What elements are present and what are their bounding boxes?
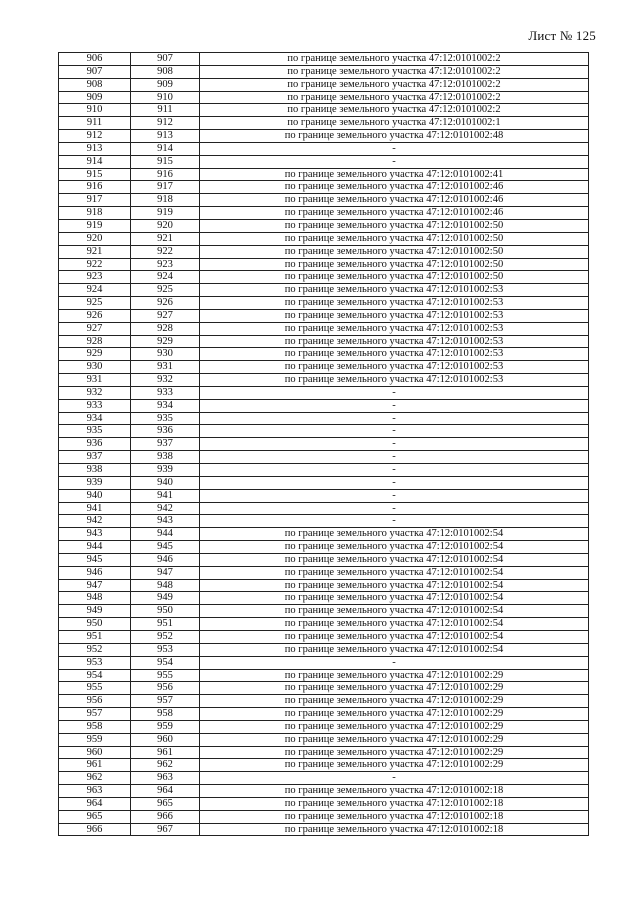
point-to-cell: 918: [131, 194, 200, 207]
table-row: [59, 733, 589, 746]
table-row: [59, 130, 589, 143]
boundary-description-cell: -: [200, 476, 589, 489]
table-row: [59, 258, 589, 271]
point-to-cell: 958: [131, 708, 200, 721]
table-row: [59, 528, 589, 541]
table-row: [59, 335, 589, 348]
point-to-cell: 925: [131, 284, 200, 297]
point-from-cell: 919: [59, 219, 131, 232]
point-from-cell: 911: [59, 117, 131, 130]
boundary-description-cell: -: [200, 772, 589, 785]
point-from-cell: 945: [59, 553, 131, 566]
point-to-cell: 909: [131, 78, 200, 91]
point-from-cell: 941: [59, 502, 131, 515]
table-row: [59, 592, 589, 605]
boundary-description-cell: по границе земельного участка 47:12:0101002:53: [200, 348, 589, 361]
point-to-cell: 914: [131, 142, 200, 155]
point-from-cell: 961: [59, 759, 131, 772]
table-row: [59, 78, 589, 91]
point-from-cell: 926: [59, 309, 131, 322]
boundary-description-cell: -: [200, 412, 589, 425]
boundary-description-cell: по границе земельного участка 47:12:0101002:2: [200, 91, 589, 104]
table-row: [59, 65, 589, 78]
table-row: [59, 746, 589, 759]
point-from-cell: 927: [59, 322, 131, 335]
table-row: [59, 643, 589, 656]
boundary-description-cell: по границе земельного участка 47:12:0101002:46: [200, 194, 589, 207]
point-from-cell: 947: [59, 579, 131, 592]
boundary-description-cell: -: [200, 502, 589, 515]
point-from-cell: 956: [59, 695, 131, 708]
table-row: [59, 232, 589, 245]
boundary-description-cell: по границе земельного участка 47:12:0101002:29: [200, 669, 589, 682]
table-row: [59, 759, 589, 772]
boundary-description-cell: по границе земельного участка 47:12:0101002:46: [200, 207, 589, 220]
boundary-description-cell: по границе земельного участка 47:12:0101002:54: [200, 643, 589, 656]
table-row: [59, 399, 589, 412]
boundary-description-cell: по границе земельного участка 47:12:0101002:50: [200, 245, 589, 258]
boundary-description-cell: по границе земельного участка 47:12:0101002:2: [200, 78, 589, 91]
point-from-cell: 963: [59, 785, 131, 798]
point-from-cell: 957: [59, 708, 131, 721]
boundary-description-cell: по границе земельного участка 47:12:0101002:46: [200, 181, 589, 194]
point-to-cell: 922: [131, 245, 200, 258]
point-from-cell: 930: [59, 361, 131, 374]
table-row: [59, 669, 589, 682]
point-to-cell: 961: [131, 746, 200, 759]
boundary-description-cell: по границе земельного участка 47:12:0101002:50: [200, 258, 589, 271]
boundary-description-cell: -: [200, 142, 589, 155]
boundary-description-cell: по границе земельного участка 47:12:0101002:53: [200, 335, 589, 348]
point-to-cell: 942: [131, 502, 200, 515]
table-row: [59, 438, 589, 451]
point-to-cell: 934: [131, 399, 200, 412]
point-to-cell: 917: [131, 181, 200, 194]
boundary-description-cell: по границе земельного участка 47:12:0101002:53: [200, 309, 589, 322]
boundary-description-cell: -: [200, 489, 589, 502]
table-row: [59, 785, 589, 798]
point-to-cell: 939: [131, 464, 200, 477]
boundary-description-cell: по границе земельного участка 47:12:0101002:54: [200, 528, 589, 541]
point-from-cell: 942: [59, 515, 131, 528]
boundary-description-cell: -: [200, 399, 589, 412]
point-from-cell: 966: [59, 823, 131, 836]
point-from-cell: 908: [59, 78, 131, 91]
point-to-cell: 943: [131, 515, 200, 528]
point-from-cell: 935: [59, 425, 131, 438]
point-to-cell: 927: [131, 309, 200, 322]
point-from-cell: 909: [59, 91, 131, 104]
point-from-cell: 920: [59, 232, 131, 245]
boundary-description-cell: по границе земельного участка 47:12:0101002:54: [200, 605, 589, 618]
table-row: [59, 194, 589, 207]
table-row: [59, 284, 589, 297]
point-from-cell: 951: [59, 630, 131, 643]
boundary-description-cell: по границе земельного участка 47:12:0101002:54: [200, 566, 589, 579]
point-to-cell: 910: [131, 91, 200, 104]
point-to-cell: 946: [131, 553, 200, 566]
point-from-cell: 952: [59, 643, 131, 656]
point-to-cell: 913: [131, 130, 200, 143]
point-to-cell: 926: [131, 297, 200, 310]
table-row: [59, 797, 589, 810]
table-row: [59, 271, 589, 284]
boundary-description-cell: -: [200, 656, 589, 669]
table-row: [59, 425, 589, 438]
point-from-cell: 933: [59, 399, 131, 412]
point-to-cell: 953: [131, 643, 200, 656]
boundary-description-cell: по границе земельного участка 47:12:0101002:50: [200, 232, 589, 245]
boundary-description-cell: по границе земельного участка 47:12:0101002:29: [200, 695, 589, 708]
point-from-cell: 948: [59, 592, 131, 605]
point-to-cell: 940: [131, 476, 200, 489]
boundary-description-cell: по границе земельного участка 47:12:0101002:53: [200, 284, 589, 297]
point-to-cell: 956: [131, 682, 200, 695]
table-row: [59, 245, 589, 258]
boundary-description-cell: -: [200, 155, 589, 168]
point-to-cell: 945: [131, 541, 200, 554]
table-row: [59, 720, 589, 733]
point-from-cell: 914: [59, 155, 131, 168]
point-to-cell: 936: [131, 425, 200, 438]
boundary-description-cell: -: [200, 464, 589, 477]
table-row: [59, 810, 589, 823]
table-row: [59, 348, 589, 361]
boundary-description-cell: по границе земельного участка 47:12:0101002:53: [200, 374, 589, 387]
boundary-description-cell: -: [200, 438, 589, 451]
boundary-description-cell: по границе земельного участка 47:12:0101002:41: [200, 168, 589, 181]
boundary-description-cell: по границе земельного участка 47:12:0101002:2: [200, 53, 589, 66]
point-from-cell: 940: [59, 489, 131, 502]
table-row: [59, 708, 589, 721]
boundary-description-cell: по границе земельного участка 47:12:0101002:53: [200, 297, 589, 310]
point-from-cell: 960: [59, 746, 131, 759]
point-from-cell: 910: [59, 104, 131, 117]
point-from-cell: 915: [59, 168, 131, 181]
sheet-number: Лист № 125: [528, 28, 596, 43]
boundary-description-cell: по границе земельного участка 47:12:0101002:2: [200, 65, 589, 78]
point-to-cell: 924: [131, 271, 200, 284]
boundary-description-cell: по границе земельного участка 47:12:0101002:29: [200, 733, 589, 746]
table-row: [59, 309, 589, 322]
boundary-description-cell: по границе земельного участка 47:12:0101002:54: [200, 579, 589, 592]
point-to-cell: 964: [131, 785, 200, 798]
boundary-description-cell: по границе земельного участка 47:12:0101002:54: [200, 541, 589, 554]
table-row: [59, 489, 589, 502]
table-row: [59, 117, 589, 130]
boundary-description-cell: по границе земельного участка 47:12:0101002:1: [200, 117, 589, 130]
point-to-cell: 932: [131, 374, 200, 387]
point-to-cell: 959: [131, 720, 200, 733]
boundary-description-cell: по границе земельного участка 47:12:0101002:29: [200, 720, 589, 733]
table-row: [59, 579, 589, 592]
point-to-cell: 949: [131, 592, 200, 605]
boundary-description-cell: по границе земельного участка 47:12:0101002:29: [200, 746, 589, 759]
point-to-cell: 962: [131, 759, 200, 772]
point-to-cell: 952: [131, 630, 200, 643]
boundary-description-cell: по границе земельного участка 47:12:0101002:54: [200, 618, 589, 631]
table-row: [59, 541, 589, 554]
table-row: [59, 476, 589, 489]
table-row: [59, 553, 589, 566]
point-to-cell: 947: [131, 566, 200, 579]
point-to-cell: 919: [131, 207, 200, 220]
point-to-cell: 950: [131, 605, 200, 618]
table-row: [59, 566, 589, 579]
boundary-table: [58, 52, 589, 836]
point-to-cell: 928: [131, 322, 200, 335]
point-to-cell: 912: [131, 117, 200, 130]
point-to-cell: 907: [131, 53, 200, 66]
point-to-cell: 954: [131, 656, 200, 669]
point-from-cell: 916: [59, 181, 131, 194]
point-to-cell: 938: [131, 451, 200, 464]
point-from-cell: 944: [59, 541, 131, 554]
point-to-cell: 966: [131, 810, 200, 823]
point-from-cell: 918: [59, 207, 131, 220]
boundary-description-cell: по границе земельного участка 47:12:0101002:29: [200, 759, 589, 772]
table-row: [59, 297, 589, 310]
point-from-cell: 958: [59, 720, 131, 733]
boundary-description-cell: по границе земельного участка 47:12:0101002:53: [200, 322, 589, 335]
point-from-cell: 928: [59, 335, 131, 348]
table-row: [59, 374, 589, 387]
table-row: [59, 219, 589, 232]
point-from-cell: 925: [59, 297, 131, 310]
point-from-cell: 923: [59, 271, 131, 284]
boundary-description-cell: по границе земельного участка 47:12:0101002:2: [200, 104, 589, 117]
point-from-cell: 921: [59, 245, 131, 258]
point-to-cell: 911: [131, 104, 200, 117]
point-from-cell: 922: [59, 258, 131, 271]
point-to-cell: 929: [131, 335, 200, 348]
point-from-cell: 912: [59, 130, 131, 143]
point-to-cell: 955: [131, 669, 200, 682]
point-to-cell: 960: [131, 733, 200, 746]
table-row: [59, 515, 589, 528]
table-row: [59, 322, 589, 335]
boundary-description-cell: по границе земельного участка 47:12:0101002:18: [200, 823, 589, 836]
point-from-cell: 953: [59, 656, 131, 669]
point-from-cell: 943: [59, 528, 131, 541]
point-from-cell: 950: [59, 618, 131, 631]
point-to-cell: 931: [131, 361, 200, 374]
point-to-cell: 916: [131, 168, 200, 181]
point-from-cell: 906: [59, 53, 131, 66]
point-to-cell: 967: [131, 823, 200, 836]
table-row: [59, 451, 589, 464]
table-row: [59, 361, 589, 374]
boundary-description-cell: по границе земельного участка 47:12:0101002:54: [200, 592, 589, 605]
boundary-description-cell: по границе земельного участка 47:12:0101002:50: [200, 271, 589, 284]
boundary-description-cell: по границе земельного участка 47:12:0101002:18: [200, 785, 589, 798]
point-from-cell: 939: [59, 476, 131, 489]
table-row: [59, 630, 589, 643]
table-row: [59, 656, 589, 669]
point-to-cell: 957: [131, 695, 200, 708]
boundary-description-cell: -: [200, 386, 589, 399]
table-row: [59, 168, 589, 181]
point-to-cell: 920: [131, 219, 200, 232]
table-row: [59, 91, 589, 104]
table-row: [59, 386, 589, 399]
point-from-cell: 954: [59, 669, 131, 682]
point-from-cell: 937: [59, 451, 131, 464]
point-from-cell: 929: [59, 348, 131, 361]
boundary-description-cell: по границе земельного участка 47:12:0101002:48: [200, 130, 589, 143]
table-row: [59, 695, 589, 708]
point-to-cell: 908: [131, 65, 200, 78]
table-row: [59, 823, 589, 836]
point-to-cell: 935: [131, 412, 200, 425]
boundary-description-cell: -: [200, 515, 589, 528]
table-row: [59, 155, 589, 168]
point-from-cell: 907: [59, 65, 131, 78]
point-from-cell: 934: [59, 412, 131, 425]
boundary-description-cell: по границе земельного участка 47:12:0101002:54: [200, 553, 589, 566]
point-to-cell: 963: [131, 772, 200, 785]
boundary-description-cell: по границе земельного участка 47:12:0101002:18: [200, 810, 589, 823]
point-from-cell: 964: [59, 797, 131, 810]
point-from-cell: 938: [59, 464, 131, 477]
table-row: [59, 772, 589, 785]
boundary-description-cell: по границе земельного участка 47:12:0101002:54: [200, 630, 589, 643]
point-to-cell: 965: [131, 797, 200, 810]
boundary-description-cell: по границе земельного участка 47:12:0101002:18: [200, 797, 589, 810]
table-row: [59, 502, 589, 515]
table-row: [59, 618, 589, 631]
boundary-description-cell: по границе земельного участка 47:12:0101002:29: [200, 708, 589, 721]
point-to-cell: 921: [131, 232, 200, 245]
boundary-description-cell: по границе земельного участка 47:12:0101002:29: [200, 682, 589, 695]
point-from-cell: 949: [59, 605, 131, 618]
boundary-description-cell: по границе земельного участка 47:12:0101002:53: [200, 361, 589, 374]
point-from-cell: 932: [59, 386, 131, 399]
point-to-cell: 941: [131, 489, 200, 502]
point-from-cell: 917: [59, 194, 131, 207]
table-row: [59, 605, 589, 618]
point-to-cell: 944: [131, 528, 200, 541]
table-row: [59, 53, 589, 66]
boundary-description-cell: -: [200, 425, 589, 438]
boundary-description-cell: по границе земельного участка 47:12:0101002:50: [200, 219, 589, 232]
table-row: [59, 412, 589, 425]
point-to-cell: 915: [131, 155, 200, 168]
point-to-cell: 923: [131, 258, 200, 271]
point-to-cell: 937: [131, 438, 200, 451]
point-from-cell: 913: [59, 142, 131, 155]
point-to-cell: 951: [131, 618, 200, 631]
point-to-cell: 930: [131, 348, 200, 361]
table-row: [59, 682, 589, 695]
table-body: [59, 53, 589, 836]
point-to-cell: 933: [131, 386, 200, 399]
table-row: [59, 464, 589, 477]
table-row: [59, 142, 589, 155]
point-from-cell: 959: [59, 733, 131, 746]
point-from-cell: 962: [59, 772, 131, 785]
point-from-cell: 955: [59, 682, 131, 695]
point-to-cell: 948: [131, 579, 200, 592]
point-from-cell: 924: [59, 284, 131, 297]
table-row: [59, 104, 589, 117]
point-from-cell: 931: [59, 374, 131, 387]
table-row: [59, 207, 589, 220]
boundary-description-cell: -: [200, 451, 589, 464]
table-row: [59, 181, 589, 194]
point-from-cell: 946: [59, 566, 131, 579]
point-from-cell: 965: [59, 810, 131, 823]
point-from-cell: 936: [59, 438, 131, 451]
